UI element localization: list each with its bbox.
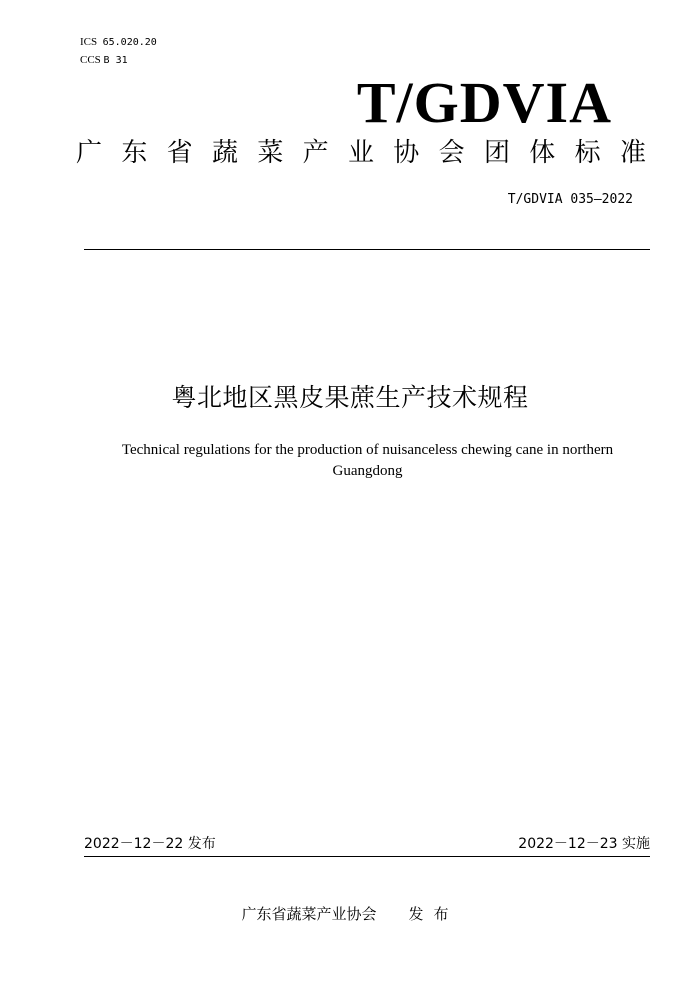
- document-title-chinese: 粤北地区黑皮果蔗生产技术规程: [171, 383, 529, 412]
- standard-type-char: 产: [302, 138, 329, 168]
- standard-type-char: 会: [438, 138, 465, 168]
- ics-classification: [80, 35, 157, 50]
- standard-type-char: 协: [393, 138, 420, 168]
- implementation-date: 2022－12－23 实施: [518, 836, 650, 852]
- divider-top: [84, 249, 650, 250]
- standard-type-char: 标: [574, 138, 601, 168]
- publisher-action: 发布: [408, 905, 459, 923]
- issue-date: 2022－12－22 发布: [84, 836, 216, 852]
- standard-type-heading: [76, 134, 646, 172]
- ics-code: 65.020.20: [102, 37, 157, 48]
- standard-type-char: 菜: [257, 138, 284, 168]
- publisher-line: [0, 903, 700, 925]
- ccs-label: CCS: [80, 54, 101, 66]
- standard-type-char: 省: [166, 138, 193, 168]
- standard-type-char: 东: [121, 138, 148, 168]
- standard-type-char: 业: [347, 138, 374, 168]
- document-title-english: Technical regulations for the production of nuisanceless chewing cane in northern Guangdong: [121, 442, 614, 479]
- ics-label: ICS: [80, 36, 98, 48]
- standard-type-char: 蔬: [211, 138, 238, 168]
- standard-type-char: 体: [529, 138, 556, 168]
- ccs-code: B 31: [103, 55, 128, 66]
- standard-type-char: 广: [76, 138, 103, 168]
- divider-bottom: [84, 856, 650, 857]
- standard-number: T/GDVIA 035—2022: [507, 192, 633, 207]
- standard-type-char: 团: [483, 138, 510, 168]
- org-logo: T/GDVIA: [356, 70, 612, 135]
- publisher-name: 广东省蔬菜产业协会: [241, 905, 377, 923]
- standard-type-char: 准: [619, 138, 646, 168]
- ccs-classification: [80, 53, 128, 68]
